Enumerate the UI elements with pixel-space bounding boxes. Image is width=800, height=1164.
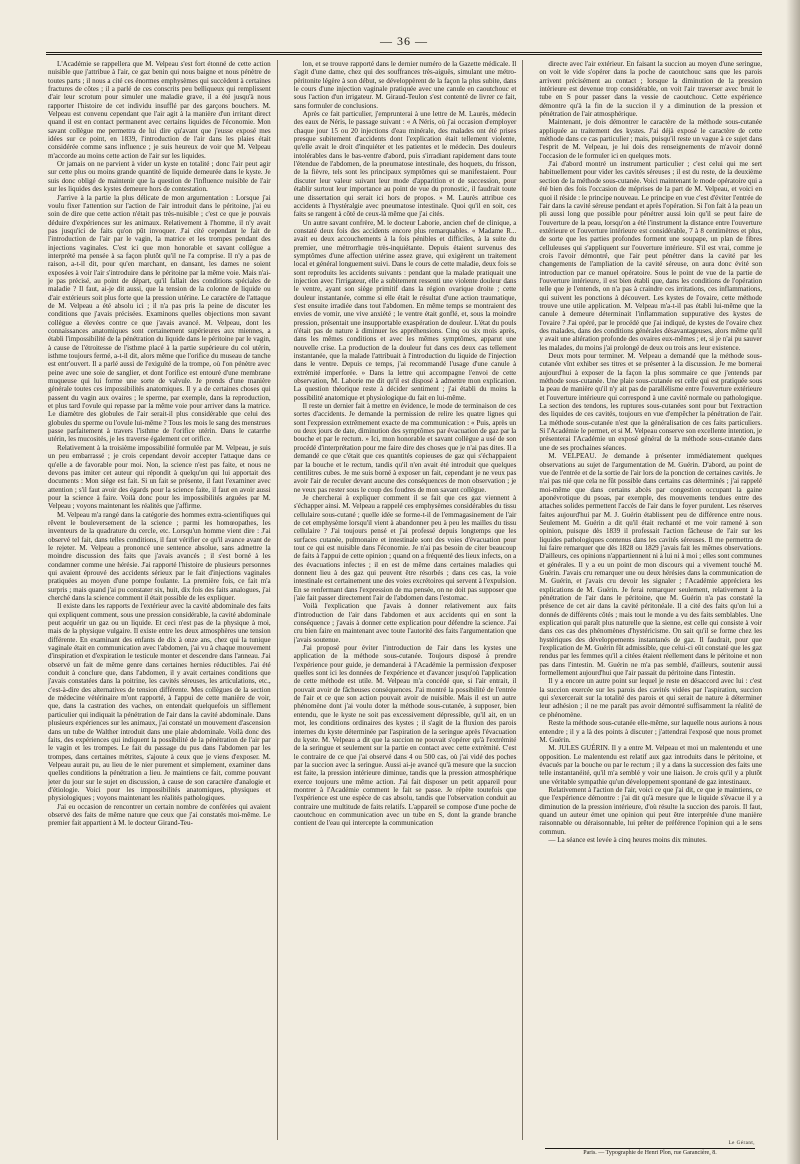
- paragraph: Voilà l'explication que j'avais à donner relativement aux faits d'introduction de l'air dans l'abdomen et aux accidents qui en sont la conséquence ; j'avais à donner cette explication pour défendre la science. J'ai cru bien faire en maintenant avec toute l'autorité des faits l'argumentation que j'avais soutenue.: [293, 602, 517, 644]
- header-rule-double: [46, 54, 762, 55]
- paragraph: Il reste un dernier fait à mettre en évidence, le mode de terminaison de ces sortes d'accidents. Je demande la permission de relire les quatre lignes qui sont l'expression extrêmement exacte de ma communication : « Puis, après un ou deux jours de date, diminution des symptômes par évacuation de gaz par la bouche et par le rectum. » Ici, mon honorable et savant collègue a usé de son procédé d'interprétation pour me faire dire des choses que je n'ai pas dites. Il a demandé ce que c'était que ces quantités copieuses de gaz qui s'échappaient par la bouche et le rectum, tandis qu'il n'en avait été introduit que quelques centilitres cubes. Je me suis borné à exposer un fait, cependant je ne veux pas avoir l'air de reculer devant aucune des conséquences de mon observation ; je ne veux pas rester sous le coup des foudres de mon savant collègue.: [293, 402, 517, 494]
- column-2: [294, 60, 524, 1140]
- page-number: — 36 —: [380, 34, 428, 48]
- paragraph: Il y a encore un autre point sur lequel je reste en désaccord avec lui : c'est la succion exercée sur les parois des cavités vidées par l'aspiration, succion qui s'exercerait sur la totalité des parois et qui serait de nature à déterminer leur adhésion ; il ne me paraît pas avoir démontré suffisamment la réalité de ce phénomène.: [539, 677, 763, 719]
- paragraph: directe avec l'air extérieur. En faisant la succion au moyen d'une seringue, on voit le vide s'opérer dans la poche de caoutchouc sans que les parois arrivent précisément au contact ; lorsque la diminution de la pression intérieure est devenue trop considérable, on voit l'air traverser avec bruit le tube en S pour passer dans la vessie de caoutchouc. Cette expérience démontre qu'à la fin de la succion il y a diminution de la pression et pénétration de l'air atmosphérique.: [539, 60, 763, 119]
- paragraph: Je chercherai à expliquer comment il se fait que ces gaz viennent à s'échapper ainsi. M. Velpeau a rappelé ces emphysèmes considérables du tissu cellulaire sous-cutané ; quelle idée se forme-t-il de l'emmagasinement de l'air de cet emphysème lorsqu'il vient à abandonner peu à peu les mailles du tissu cellulaire ? J'ai toujours pensé et j'ai professé depuis longtemps que les surfaces cutanée, pulmonaire et intestinale sont des voies d'évacuation pour tout ce qui est nuisible dans l'économie. Je n'ai pas besoin de citer beaucoup de faits à l'appui de cette opinion ; quand on a fréquenté des lieux infects, on a des évacuations infectes ; il en est de même dans certaines maladies qui donnent lieu à des gaz qui peuvent être résorbés ; dans ces cas, la voie intestinale est certainement une des voies excrétoires qui servent à l'expulsion. En se renfermant dans l'expression de ma pensée, on ne doit pas supposer que j'aie fait passer directement l'air de l'abdomen dans l'estomac.: [293, 493, 517, 602]
- column-3: [539, 60, 762, 1140]
- paragraph: M. JULES GUÉRIN. Il y a entre M. Velpeau et moi un malentendu et une opposition. Le malentendu est relatif aux gaz introduits dans le péritoine, et évacués par la bouche ou par le rectum ; il y a dans la succession des faits une telle instantanéité, qu'il m'a semblé y voir une liaison. Je crois qu'il y a plutôt une véritable sympathie qu'un développement spontané de gaz intestinaux.: [539, 744, 763, 786]
- paragraph: J'ai d'abord montré un instrument particulier ; c'est celui qui me sert habituellement pour vider les cavités séreuses ; il est du reste, de la deuxième section de la méthode sous-cutanée. Voici maintenant le mode opératoire qui a été bien des fois l'occasion de méprises de la part de M. Velpeau, et voici en quoi il réside : le principe nouveau. Le principe en vue c'est d'éviter l'entrée de l'air dans la cavité séreuse pendant et après l'opération. Si l'on fait à la peau un pli aussi long que possible pour pénétrer aussi loin qu'il se peut faire de l'ouverture de la peau, lorsqu'on a été l'instrument la distance entre l'ouverture extérieure et l'ouverture intérieure est considérable, 7 à 8 centimètres et plus, de sorte que les parties profondes forment une soupape, un plan de fibres celluleuses qui s'appliquent sur l'ouverture intérieure. S'il est vrai, comme je crois l'avoir démontré, que l'air peut pénétrer dans la cavité par les changements de l'ampliation de la cavité séreuse, on aura donc évité son introduction par ce manuel opératoire. Sous le point de vue de la partie de l'ouverture intérieure, il est bien établi que, dans les conditions de l'opération telle que je l'entends, on n'a pas à craindre ces irritations, ces inflammations, qui suivent les ponctions à découvert. Les kystes de l'ovaire, cette méthode trouve une utile application. M. Velpeau m'a-t-il pas établi lui-même que la canule à demeure déterminait l'inflammation suppurative des kystes de l'ovaire ? J'ai opéré, par le procédé que j'ai indiqué, de kystes de l'ovaire chez des malades, dans des conditions générales désavantageuses, alors même qu'il y avait une altération profonde des ovaires eux-mêmes ; et, si je n'ai pu sauver les malades, du moins j'ai prolongé de deux ou trois ans leur existence.: [539, 160, 763, 352]
- page-footer: [545, 1140, 755, 1157]
- paragraph: Après ce fait particulier, j'emprunterai à une lettre de M. Laurès, médecin des eaux de Néris, le passage suivant : « A Néris, où j'ai occasion d'employer chaque jour 15 ou 20 injections d'eau minérale, des malades ont été prises presque subitement d'accidents dont l'explication était tellement violente, qu'elle avait le droit d'inquiéter et les patientes et le médecin. Des douleurs intolérables dans le bas-ventre d'abord, puis s'irradiant rapidement dans toute l'étendue de l'abdomen, de la pneumatose intestinale, des hoquets, du frisson, de la fièvre, tels sont les principaux symptômes qui se manifestaient. Pour discuter leur valeur suivant leur mode d'apparition et de succession, pour établir surtout leur importance au point de vue du pronostic, il faudrait toute une dissertation qui serait ici hors de propos. » M. Laurès attribue ces accidents à l'hystéralgie avec pneumatose intestinale. Quoi qu'il en soit, ces faits se rangent à côté de ceux-là même que j'ai cités.: [293, 110, 517, 219]
- paragraph: Un autre savant confrère, M. le docteur Laborie, ancien chef de clinique, a constaté deux fois des accidents encore plus remarquables. « Madame R... avait eu deux accouchements à la fois pénibles et difficiles, à la suite du premier, une métrorrhagie très-inquiétante. Depuis étaient survenus des symptômes d'une affection utérine assez grave, qui exigèrent un traitement local et général longuement suivi. Dans le cours de cette maladie, deux fois se sont reproduits les accidents suivants : pendant que la malade pratiquait une injection avec l'irrigateur, elle a subitement ressenti une violente douleur dans le ventre, ayant son siège primitif dans la région ovarique droite ; cette douleur instantanée, comme si elle était le résultat d'une action traumatique, s'est ensuite irradiée dans tout l'abdomen. En même temps se montraient des envies de vomir, une vive anxiété ; le ventre était gonflé, et, sous la moindre pression, présentait une insupportable exaspération de douleur. L'état du pouls n'était pas de nature à diminuer les appréhensions. Cinq ou six mois après, dans les mêmes conditions et avec les mêmes symptômes, apparut une nouvelle crise. La production de la douleur fut dans ces deux cas tellement instantanée, que la malade l'attribuait à l'introduction du liquide de l'injection dans le ventre. Depuis ce temps, j'ai recommandé l'usage d'une canule à extrémité imperforée. » Dans la lettre qui accompagne l'envoi de cette observation, M. Laborie me dit qu'il est disposé à admettre mon explication. La question théorique reste à décider sentiment ; j'ai établi du moins la possibilité anatomique et physiologique du fait en lui-même.: [293, 218, 517, 402]
- paragraph: Or jamais on ne parvient à vider un kyste en totalité ; donc l'air peut agir sur cette plus ou moins grande quantité de liquide demeurée dans le kyste. Je suis donc obligé de maintenir que la question de l'influence nuisible de l'air sur les liquides des kystes demeure hors de contestation.: [48, 160, 271, 194]
- paragraph: lon, et se trouve rapporté dans le dernier numéro de la Gazette médicale. Il s'agit d'une dame, chez qui des souffrances très-aiguës, simulant une métro-péritonite légère à son début, se développèrent de la façon la plus subite, dans le cours d'une injection vaginale pratiquée avec une canule en caoutchouc et sous l'action d'un irrigateur. M. Giraud-Teulon s'est contenté de livrer ce fait, sans formuler de conclusions.: [293, 60, 517, 110]
- paragraph: J'ai proposé pour éviter l'introduction de l'air dans les kystes une application de la méthode sous-cutanée. Toujours disposé à prendre l'expérience pour guide, je demanderai à l'Académie la permission d'exposer quelles sont ici les données de l'expérience et d'avancer jusqu'où l'application de cette méthode est utile. M. Velpeau m'a concédé que, si l'air entrait, il pouvait avoir de fâcheuses conséquences. J'ai montré la possibilité de l'entrée de l'air et ce que son action pouvait avoir de nuisible. Mais il est un autre phénomène dont j'ai voulu doter la méthode sous-cutanée, à supposer, bien entendu, que le kyste ne soit pas excessivement dépressible, qu'il ait, en un mot, les conditions ordinaires des kystes ; il s'agit de la fluxion des parois internes du kyste déterminée par l'aspiration de la seringue après l'évacuation du kyste. M. Velpeau a dit que la succion ne pouvait s'opérer qu'à l'extrémité de la seringue et seulement sur la partie en contact avec cette extrémité. C'est le contraire de ce que j'ai observé dans 4 ou 500 cas, où j'ai vidé des poches par la succion avec la seringue. Aussi ai-je avancé qu'à mesure que la succion est faite, la pression intérieure diminue, tandis que la pression atmosphérique exerce toujours une même action. J'ai fait disposer un petit appareil pour montrer à l'Académie comment le fait se passe. Je répète toutefois que l'expérience est une espèce de cas absolu, tandis que l'observation conduit au contraire une multitude de faits relatifs. L'appareil se compose d'une poche de caoutchouc en communication avec un tube en S, dont la grande branche contient de l'eau qui intercepte la communication: [293, 644, 517, 828]
- paragraph: Reste la méthode sous-cutanée elle-même, sur laquelle nous aurions à nous entendre ; il y a là des points à discuter ; j'attendrai l'exposé que nous promet M. Guérin.: [539, 719, 763, 744]
- column-1: [48, 60, 278, 1140]
- paragraph: L'Académie se rappellera que M. Velpeau s'est fort étonné de cette action nuisible que j'attribue à l'air, ce gaz benin qui nous baigne et nous pénètre de toutes parts ; il nous a cité ces énormes emphysèmes qui succèdent à certaines fractures de côtes ; il a parlé de ces conscrits peu belliqueux qui remplissent d'air leur scrotum pour simuler une maladie grave, il a été jusqu'à nous rapporter l'histoire de cet individu insufflé par des garçons bouchers. M. Velpeau est convenu cependant que l'air agit à la manière d'un irritant direct quand il est en contact permanent avec certains liquides de l'économie. Mon savant collègue me permettra de lui dire qu'avant que j'eusse exposé mes idées sur ce point, en 1839, l'introduction de l'air dans les plaies était considérée comme sans influence ; je suis heureux de voir que M. Velpeau m'accorde au moins cette action de l'air sur les liquides.: [48, 60, 271, 160]
- paragraph: Maintenant, je dois démontrer le caractère de la méthode sous-cutanée appliquée au traitement des kystes. J'ai déjà exposé le caractère de cette méthode dans ce cas particulier ; mais, puisqu'il reste un vague à ce sujet dans l'esprit de M. Velpeau, je lui dois des renseignements de m'avoir donné l'occasion de le formuler ici en quelques mots.: [539, 118, 763, 160]
- paragraph: J'ai eu occasion de rencontrer un certain nombre de conférées qui avaient observé des faits de même nature que ceux que j'ai constatés moi-même. Le premier fait appartient à M. le docteur Girand-Teu-: [48, 802, 271, 828]
- page-header: [46, 34, 762, 50]
- paragraph: Relativement à la troisième impossibilité formulée par M. Velpeau, je suis un peu embarrassé ; je crois cependant devoir accepter l'attaque dans ce qu'elle a de favorable pour moi. Non, la science n'est pas faite, et nous ne devons pas imiter cet auteur qui répondit à quelqu'un qui lui apportait des documents : Mon siège est fait. Si un fait se présente, il faut l'examiner avec attention ; s'il faut avoir des égards pour la science faite, il faut en avoir aussi pour la science à faire. Voilà donc pour les impossibilités arguées par M. Velpeau ; voyons maintenant les réalités que j'affirme.: [48, 443, 271, 511]
- paragraph: M. VELPEAU. Je demande à présenter immédiatement quelques observations au sujet de l'argumentation de M. Guérin. D'abord, au point de vue de l'entrée et de la sortie de l'air lors de la ponction de certaines cavités. Je n'ai pas nié que cela ne fût possible dans certains cas déterminés ; j'ai rappelé moi-même que dans certains abcès par congestion occupant la gaine aponévrotique du psoas, par exemple, des mouvements tendues entre des attaches solides permettent l'accès de l'air dans le foyer purulent. Les réserves faites aujourd'hui par M. J. Guérin établissent peu de différence entre nous. Seulement M. Guérin a dit qu'il était rechanté et me voir ramené à son opinion, puisque dès 1839 il professait l'action fâcheuse de l'air sur les liquides pathologiques contenus dans les cavités séreuses. Il me permettra de lui faire remarquer que dès 1828 ou 1829 j'avais fait les mêmes observations. D'ailleurs, ces opinions n'appartiennent ni à lui ni à moi ; elles sont communes et générales. Il y a eu un point de mon discours qui a vivement touché M. Guérin. J'avais cru remarquer une ou deux hérésies dans la communication de M. Guérin, et j'avais cru devoir les signaler ; l'Académie appréciera les explications de M. Guérin. Je ferai remarquer seulement, relativement à la pénétration de l'air dans le péritoine, que M. Guérin n'a pas constaté la présence de cet air dans la cavité péritonéale. Il a cité des faits qu'on lui a donnés de différents côtés ; mais tout le monde a vu des faits semblables. Une explication qui paraît plus naturelle que la sienne, est celle qui consiste à voir dans ces cas des phénomènes d'hystéricisme. On sait qu'il se forme chez les hystériques des développements instantanés de gaz. Il faudrait, pour que l'explication de M. Guérin fût admissible, que celui-ci eût constaté que les gaz rendus par les femmes qu'il a citées étaient réellement dans le péritoine et non pas dans l'intestin. M. Guérin ne m'a pas semblé, d'ailleurs, soutenir aussi formellement aujourd'hui que l'air passait du péritoine dans l'intestin.: [539, 452, 763, 678]
- paragraph: Deux mots pour terminer. M. Velpeau a demandé que la méthode sous-cutanée vînt exhiber ses titres et se présenter à la discussion. Je me bornerai aujourd'hui à exposer de la façon la plus sommaire ce que j'entends par méthode sous-cutanée. Une plaie sous-cutanée est celle qui est pratiquée sous la peau de manière qu'il n'y ait pas de parallélisme entre l'ouverture extérieure et l'ouverture intérieure qui correspond à une cavité normale ou pathologique. La section des tendons, les ruptures sous-cutanées sont pour but l'extraction des liquides de ces cavités, toujours en vue d'empêcher la pénétration de l'air. La méthode sous-cutanée n'est que la généralisation de ces faits particuliers. Si l'Académie le permet, et si M. Velpeau conserve son excellente intention, je présenterai l'Académie un exposé général de la méthode sous-cutanée dans une de ses prochaines séances.: [539, 352, 763, 452]
- paragraph: J'arrive à la partie la plus délicate de mon argumentation : Lorsque j'ai voulu fixer l'attention sur l'action de l'air introduit dans le péritoine, j'ai eu soin de dire que cette action n'était pas très-nuisible ; c'est ce que je pouvais déduire d'expériences sur les animaux. Relativement à l'homme, il n'y avait pas jusqu'ici de faits qu'on pût invoquer. J'ai cité cependant le fait de l'introduction de l'air par le vagin, la matrice et les trompes pendant des injections vaginales. C'est ici que mon honorable et savant collègue a interprété ma pensée à sa façon plutôt qu'il ne l'a comprise. Il n'y a pas de raison, a-t-il dit, pour qu'en marchant, en dansant, les dames ne soient exposées à voir l'air s'introduire dans le péritoine par la même voie. Mais n'ai-je pas précisé, au point de départ, qu'il fallait des conditions spéciales de maladie ? Il faut, ai-je dit aussi, que la tension de la colonne de liquide ou d'air extérieurs soit plus forte que la pression utérine. Le caractère de l'attaque de M. Velpeau a été absolu ici ; il n'a pas pris la peine de discuter les conditions que j'avais précisées. Examinons quelles objections mon savant collègue a élevées contre ce que j'avais avancé. M. Velpeau, dont les connaissances anatomiques sont certainement supérieures aux miennes, a établi l'impossibilité de la pénétration du liquide dans le péritoine par le vagin, à cause de l'étroitesse de l'isthme placé à la partie supérieure du col utérin, isthme toujours fermé, a-t-il dit, alors même que l'orifice du museau de tanche est entr'ouvert. Il a parlé aussi de l'exiguïté de la trompe, où l'on pénètre avec peine avec une soie de sanglier, et dont l'orifice est entouré d'une membrane muqueuse qui lui forme une sorte de valvule. Je prends d'une manière générale toutes ces impossibilités anatomiques. Il y a de certaines choses qui passent du vagin aux ovaires ; le sperme, par exemple, dans la reproduction, et plus tard l'ovule qui repasse par la même voie pour arriver dans la matrice. Le diamètre des globules de l'air serait-il plus considérable que celui des globules du sperme ou l'ovule lui-même ? Tous les mois le sang des menstrues passe parfaitement à travers l'isthme de l'orifice utérin. Dans le catarrhe utérin, les mucosités, je les traverse également cet orifice.: [48, 193, 271, 444]
- gerant-label: Le Gérant,: [728, 1141, 755, 1146]
- paragraph: M. Velpeau m'a rangé dans la catégorie des hommes extra-scientifiques qui rêvent le bouleversement de la science ; parmi les homœopathes, les inventeurs de la quadrature du cercle, etc. Lorsqu'un homme vient dire : J'ai observé tel fait, dans telles conditions, il faut vérifier ce qu'il avance avant de le rejeter. M. Velpeau a prononcé une sentence absolue, sans admettre la moindre discussion des faits que j'avais avancés ; il s'est borné à les condamner comme une hérésie. J'ai rapporté l'histoire de plusieurs personnes qui avaient éprouvé des accidents sérieux par le fait d'injections vaginales pratiquées au moyen d'une pompe foulante. La première fois, ce fait m'a surpris ; mais quand j'ai pu constater six, huit, dix fois des faits analogues, j'ai cherché dans la science comment il était possible de les expliquer.: [48, 510, 271, 602]
- text-columns: [48, 60, 762, 1140]
- footer-rule: [545, 1148, 755, 1149]
- page-edge-shadow: [786, 0, 800, 1164]
- paragraph: Il existe dans les rapports de l'extérieur avec la cavité abdominale des faits qui expliquent comment, sous une pression considérable, la cavité abdominale peut acquérir un gaz ou un liquide. Et ceci n'est pas de la physique à moi, mais de la physique vulgaire. Il existe entre les deux atmosphères une tension différente. En examinant des enfants de dix à onze ans, chez qui la tunique vaginale était en communication avec l'abdomen, j'ai vu à chaque mouvement d'inspiration et d'expiration le testicule monter et descendre dans l'anneau. J'ai observé un fait de même genre dans certaines hernies réductibles. J'ai été conduit à conclure que, dans l'abdomen, il y avait certaines conditions que j'avais constatées dans la poitrine, les cavités séreuses, les articulations, etc., c'est-à-dire des alternatives de tension différente. Mes collègues de la section de médecine vétérinaire m'ont rapporté, à l'appui de cette manière de voir, que, dans la castration des vaches, on entendait quelquefois un sifflement particulier qui indiquait la pénétration de l'air dans la cavité abdominale. Dans plusieurs expériences sur les animaux, j'ai constaté un mouvement d'ascension dans un tube de Walther introduit dans une plaie abdominale. Voilà donc des faits, des expériences qui indiquent la possibilité de la pénétration de l'air par le vagin et les trompes. Le fait du passage du pus dans l'abdomen par les trompes, dans certaines métrites, s'ajoute à ceux que je viens d'exposer. M. Velpeau aurait pu, au lieu de le nier purement et simplement, examiner dans quelles conditions la pénétration a lieu. Je maintiens ce fait, comme pouvant jeter du jour sur le sujet en discussion, à cause de son caractère d'analogie et d'étiologie. Voici pour les impossibilités anatomiques, physiques et physiologiques ; voyons maintenant les réalités pathologiques.: [48, 602, 271, 803]
- header-rule: [46, 52, 762, 53]
- paragraph: Relativement à l'action de l'air, voici ce que j'ai dit, ce que je maintiens, ce que l'expérience démontre : j'ai dit qu'à mesure que le liquide s'évacue il y a diminution de la pression intérieure, d'où résulte la succion des parois. Il faut, quand un auteur émet une opinion qui peut être interprétée d'une manière raisonnable ou déraisonnable, lui prêter de préférence l'opinion qui a le sens commun.: [539, 785, 763, 836]
- imprint-line: Paris. — Typographie de Henri Plon, rue Garancière, 8.: [583, 1150, 717, 1156]
- paragraph: — La séance est levée à cinq heures moins dix minutes.: [548, 835, 707, 844]
